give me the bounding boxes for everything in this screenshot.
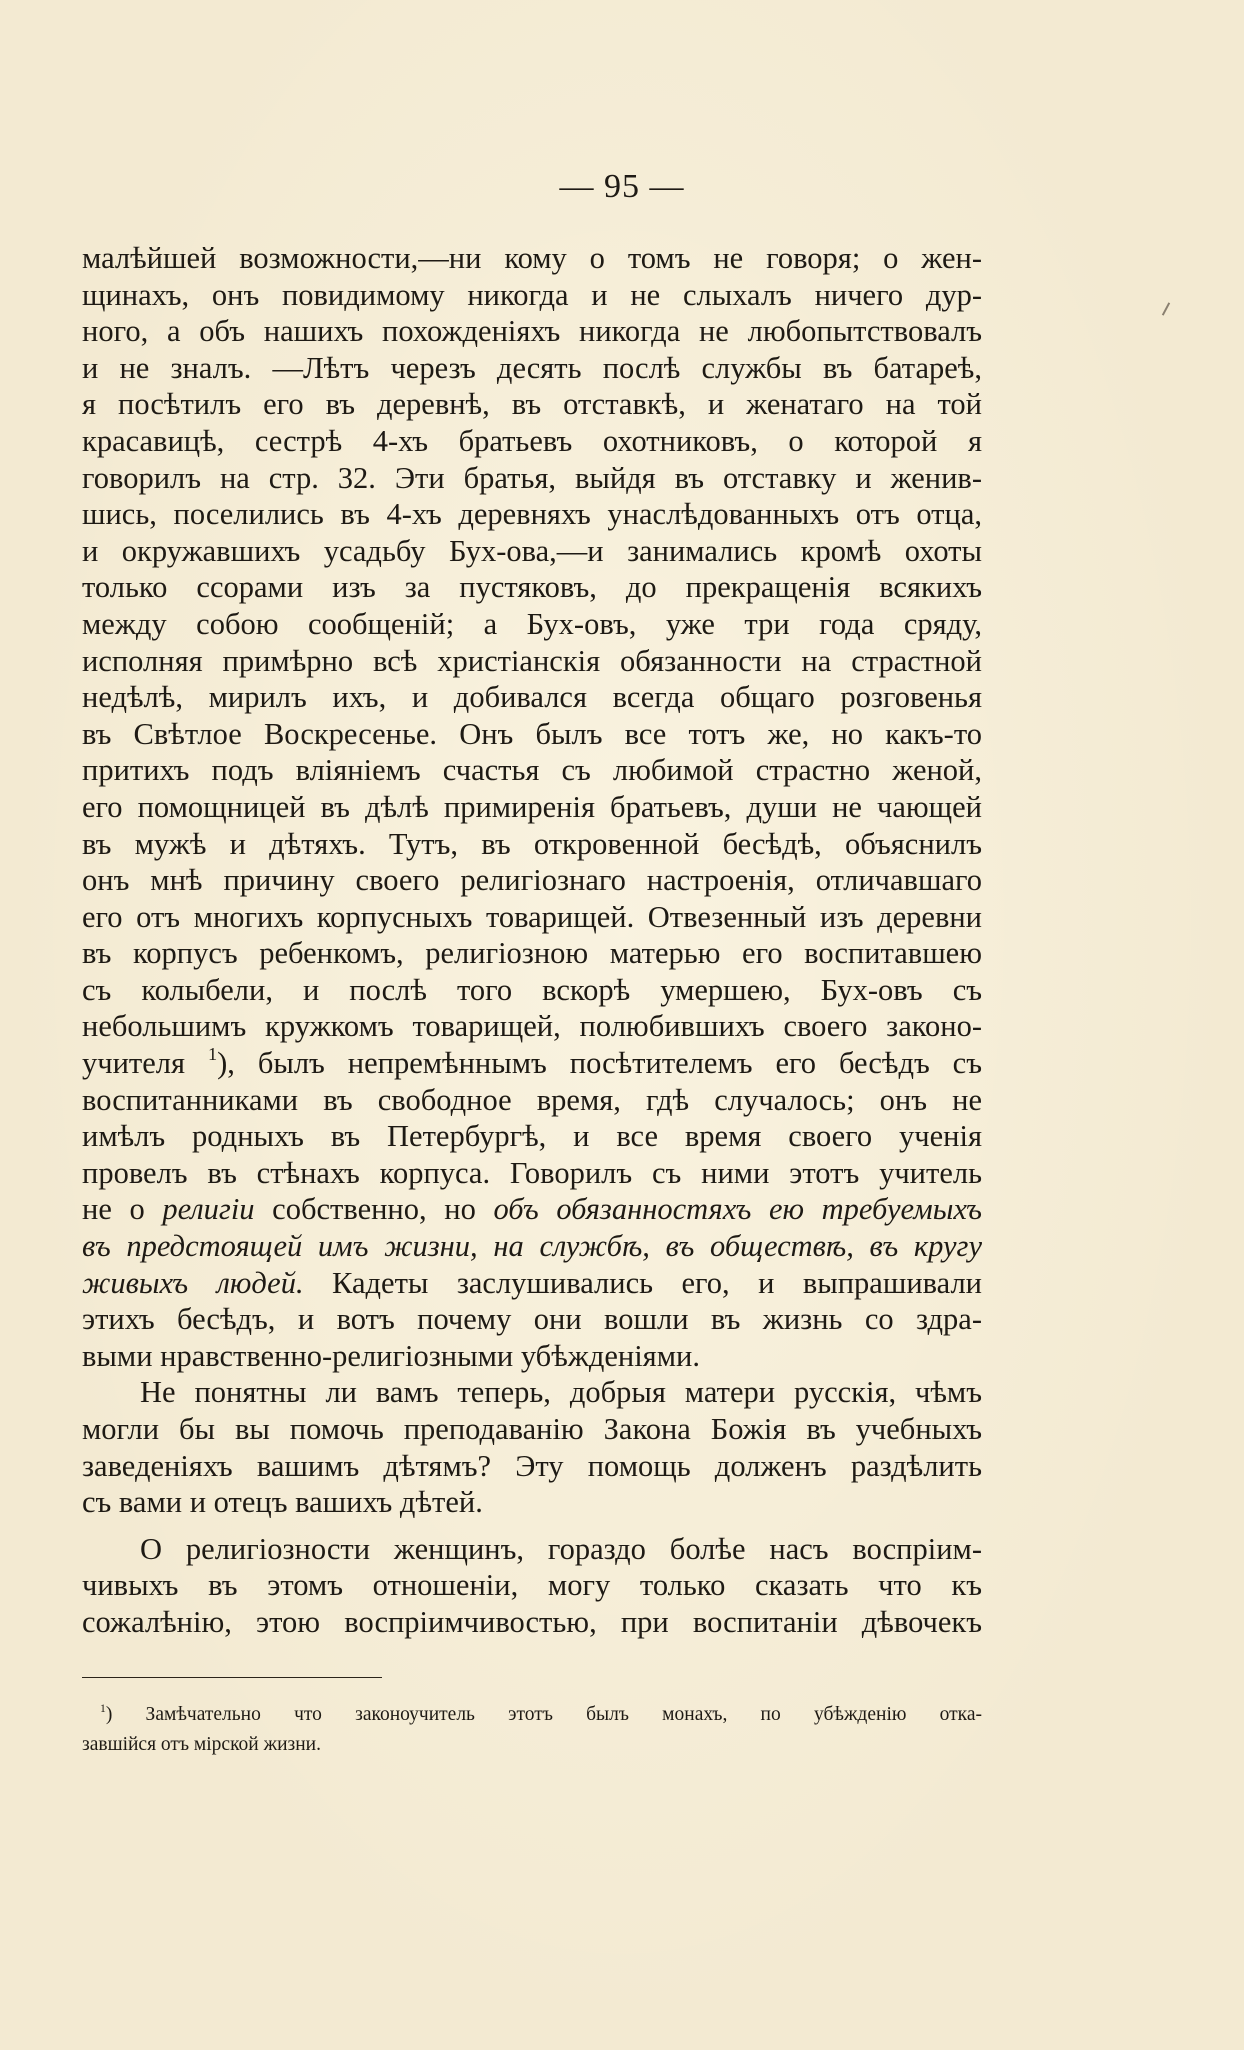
text-line xyxy=(82,1191,982,1228)
text-fragment: не о xyxy=(82,1192,163,1227)
text-line: исполняя примѣрно всѣ христіанскія обязанности на страстной xyxy=(82,643,982,678)
emphasis-line: въ предстоящей имъ жизни, на службѣ, въ обществѣ, въ кругу xyxy=(82,1229,982,1264)
footnote xyxy=(82,1700,982,1760)
text-line: только ссорами изъ за пустяковъ, до прекращенія всякихъ xyxy=(82,570,982,605)
footnote-divider xyxy=(82,1677,382,1678)
text-line: говорилъ на стр. 32. Эти братья, выйдя въ отставку и женив- xyxy=(82,460,982,495)
footnote-marker: 1 xyxy=(100,1701,106,1715)
text-fragment: Кадеты заслушивались его, и выпрашивали xyxy=(303,1265,982,1300)
text-fragment: ), былъ непремѣннымъ посѣтителемъ его бесѣдъ съ xyxy=(217,1046,982,1081)
text-line: провелъ въ стѣнахъ корпуса. Говорилъ съ ними этотъ учитель xyxy=(82,1155,982,1190)
paragraph-line: могли бы вы помочь преподаванію Закона Божія въ учебныхъ xyxy=(82,1412,982,1446)
text-line: щинахъ, онъ повидимому никогда и не слыхалъ ничего дур- xyxy=(82,277,982,312)
footnote-line: завшійся отъ мірской жизни. xyxy=(82,1734,321,1755)
paragraph-line: съ вами и отецъ вашихъ дѣтей. xyxy=(82,1485,483,1520)
text-line: съ колыбели, и послѣ того вскорѣ умершею, Бух-овъ съ xyxy=(82,972,982,1007)
paragraph-line: сожалѣнію, этою воспріимчивостью, при воспитаніи дѣвочекъ xyxy=(82,1604,982,1639)
text-line: ного, а объ нашихъ похожденіяхъ никогда не любопытствовалъ xyxy=(82,314,982,349)
footnote-text: ) Замѣчательно что законоучитель этотъ былъ монахъ, по убѣжденію отка- xyxy=(105,1704,982,1725)
text-line: этихъ бесѣдъ, и вотъ почему они вошли въ жизнь со здра- xyxy=(82,1302,982,1337)
text-line: недѣлѣ, мирилъ ихъ, и добивался всегда общаго розговенья xyxy=(82,680,982,715)
text-line: воспитанниками въ свободное время, гдѣ случалось; онъ не xyxy=(82,1082,982,1117)
text-line: и окружавшихъ усадьбу Бух-ова,—и занимались кромѣ охоты xyxy=(82,533,982,568)
text-line: въ Свѣтлое Воскресенье. Онъ былъ все тотъ же, но какъ-то xyxy=(82,716,982,751)
text-line: въ корпусъ ребенкомъ, религіозною матерью его воспитавшею xyxy=(82,936,982,971)
paragraph-line: О религіозности женщинъ, гораздо болѣе насъ воспріим- xyxy=(140,1531,982,1566)
text-line: онъ мнѣ причину своего религіознаго настроенія, отличавшаго xyxy=(82,863,982,898)
emphasis-text: живыхъ людей. xyxy=(82,1265,304,1300)
text-line: между собою сообщеній; а Бух-овъ, уже три года сряду, xyxy=(82,606,982,641)
text-line: небольшимъ кружкомъ товарищей, полюбившихъ своего законо- xyxy=(82,1009,982,1044)
text-fragment: собственно, но xyxy=(254,1192,494,1227)
paragraph-line: Не понятны ли вамъ теперь, добрыя матери русскія, чѣмъ xyxy=(140,1375,982,1410)
text-line: въ мужѣ и дѣтяхъ. Тутъ, въ откровенной бесѣдѣ, объяснилъ xyxy=(82,826,982,861)
text-line: малѣйшей возможности,—ни кому о томъ не говоря; о жен- xyxy=(82,241,982,275)
body-text xyxy=(82,240,982,1641)
text-line: его помощницей въ дѣлѣ примиренія братьевъ, души не чающей xyxy=(82,789,982,824)
paragraph-line: заведеніяхъ вашимъ дѣтямъ? Эту помощь долженъ раздѣлить xyxy=(82,1448,982,1483)
emphasis-text: объ обязанностяхъ ею требуемыхъ xyxy=(493,1192,982,1227)
text-line: его отъ многихъ корпусныхъ товарищей. Отвезенный изъ деревни xyxy=(82,899,982,934)
paragraph-line: чивыхъ въ этомъ отношеніи, могу только сказать что къ xyxy=(82,1568,982,1603)
stray-mark xyxy=(1162,302,1170,315)
text-line-with-footnote-ref xyxy=(82,1045,982,1082)
text-line: выми нравственно-религіозными убѣжденіями. xyxy=(82,1338,700,1373)
text-line: имѣлъ родныхъ въ Петербургѣ, и все время своего ученія xyxy=(82,1119,982,1154)
text-line: и не зналъ. —Лѣтъ черезъ десять послѣ службы въ батареѣ, xyxy=(82,350,982,385)
text-line xyxy=(82,1265,982,1302)
footnote-reference[interactable]: 1 xyxy=(207,1045,218,1065)
text-line: притихъ подъ вліяніемъ счастья съ любимой страстно женой, xyxy=(82,753,982,788)
emphasis-text: религіи xyxy=(162,1192,255,1227)
text-line: красавицѣ, сестрѣ 4-хъ братьевъ охотниковъ, о которой я xyxy=(82,423,982,458)
page-number: — 95 — xyxy=(559,168,685,205)
text-line: шись, поселились въ 4-хъ деревняхъ унаслѣдованныхъ отъ отца, xyxy=(82,497,982,532)
text-line: я посѣтилъ его въ деревнѣ, въ отставкѣ, и женатаго на той xyxy=(82,387,982,422)
text-fragment: учителя xyxy=(82,1046,208,1081)
footnote-line xyxy=(82,1700,982,1730)
